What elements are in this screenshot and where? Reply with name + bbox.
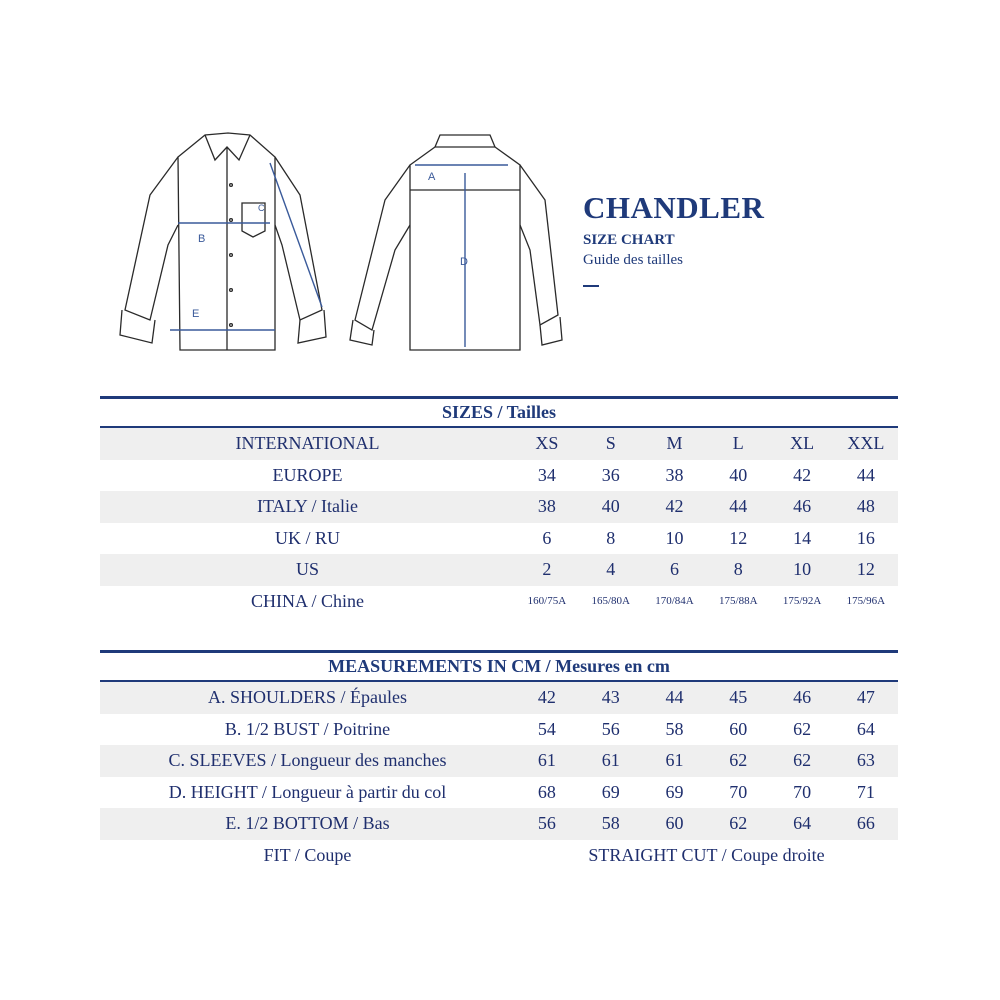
measure-label-b: B <box>198 233 206 245</box>
table-cell: 70 <box>729 781 748 802</box>
table-row <box>100 554 898 586</box>
fit-label: FIT / Coupe <box>263 844 352 865</box>
table-cell: XXL <box>847 433 885 454</box>
table-cell: 62 <box>729 813 748 834</box>
size-chart-heading-fr: Guide des tailles <box>583 252 683 268</box>
table-cell: 71 <box>856 781 875 802</box>
table-cell: 61 <box>537 750 556 771</box>
table-cell: S <box>605 433 616 454</box>
table-cell: 48 <box>856 496 875 517</box>
table-cell: 44 <box>665 687 684 708</box>
table-cell: 58 <box>601 813 620 834</box>
measure-label-e: E <box>192 308 200 320</box>
row-label: A. SHOULDERS / Épaules <box>208 687 407 708</box>
table-cell: 46 <box>793 687 812 708</box>
row-label: C. SLEEVES / Longueur des manches <box>168 750 447 771</box>
table-cell: 46 <box>793 496 812 517</box>
table-cell: 14 <box>793 527 812 548</box>
row-label: ITALY / Italie <box>256 496 359 517</box>
table-cell: 175/92A <box>782 595 822 608</box>
table-cell: XL <box>790 433 815 454</box>
table-cell: 69 <box>665 781 684 802</box>
table-row <box>100 523 898 555</box>
table-cell: 6 <box>542 527 552 548</box>
table-cell: 64 <box>856 718 875 739</box>
measurements-table <box>100 650 898 871</box>
table-row <box>100 460 898 492</box>
row-label: EUROPE <box>272 464 343 485</box>
fit-value: STRAIGHT CUT / Coupe droite <box>588 844 825 865</box>
table-cell: 40 <box>729 464 748 485</box>
table-row <box>100 808 898 840</box>
table-cell: 8 <box>606 527 616 548</box>
table-cell: 66 <box>856 813 875 834</box>
shirt-front-measure-lines <box>170 163 322 330</box>
table-cell: 64 <box>793 813 812 834</box>
measure-label-d: D <box>460 256 468 268</box>
table-row <box>100 682 898 714</box>
table-cell: 38 <box>537 496 556 517</box>
table-cell: 62 <box>793 718 812 739</box>
table-cell: 16 <box>856 527 875 548</box>
table-cell: 44 <box>856 464 875 485</box>
table-cell: 62 <box>793 750 812 771</box>
sizes-table <box>100 396 898 617</box>
table-row <box>100 777 898 809</box>
table-row <box>100 586 898 618</box>
size-chart-heading: SIZE CHART <box>583 232 675 248</box>
row-label: US <box>295 559 319 580</box>
table-cell: 47 <box>856 687 875 708</box>
table-cell: 54 <box>537 718 556 739</box>
table-cell: 34 <box>537 464 556 485</box>
row-label: UK / RU <box>274 527 340 548</box>
table-cell: 12 <box>856 559 875 580</box>
table-cell: XS <box>535 433 559 454</box>
measurements-header: MEASUREMENTS IN CM / Mesures en cm <box>100 650 898 682</box>
table-cell: 8 <box>733 559 743 580</box>
table-cell: 40 <box>601 496 620 517</box>
fit-row <box>100 840 898 871</box>
table-cell: 4 <box>606 559 616 580</box>
table-cell: 6 <box>669 559 679 580</box>
table-cell: 165/80A <box>591 595 630 608</box>
sizes-rows <box>100 428 898 617</box>
table-cell: 61 <box>601 750 620 771</box>
table-cell: 175/96A <box>846 595 886 608</box>
shirt-front-drawing <box>120 133 326 350</box>
table-cell: L <box>732 433 744 454</box>
measure-label-a: A <box>428 171 436 183</box>
table-cell: 43 <box>601 687 620 708</box>
table-cell: 69 <box>601 781 620 802</box>
table-cell: 38 <box>665 464 684 485</box>
table-cell: 44 <box>729 496 748 517</box>
table-cell: 56 <box>537 813 556 834</box>
brand-block <box>583 190 764 287</box>
table-row <box>100 714 898 746</box>
table-cell: 60 <box>729 718 748 739</box>
table-cell: 2 <box>542 559 552 580</box>
product-title: CHANDLER <box>583 190 765 225</box>
row-label: CHINA / Chine <box>250 590 364 611</box>
shirt-diagram <box>110 125 580 365</box>
table-cell: 58 <box>665 718 684 739</box>
sizes-header: SIZES / Tailles <box>100 396 898 428</box>
table-cell: 170/84A <box>655 595 694 608</box>
table-cell: 56 <box>601 718 620 739</box>
measure-label-c: C <box>258 203 265 213</box>
table-cell: 61 <box>665 750 684 771</box>
table-cell: 42 <box>537 687 556 708</box>
table-cell: 36 <box>601 464 620 485</box>
table-row <box>100 745 898 777</box>
measurement-rows <box>100 682 898 840</box>
table-cell: 70 <box>793 781 812 802</box>
table-cell: 42 <box>665 496 684 517</box>
title-divider <box>583 285 599 287</box>
table-cell: 68 <box>537 781 556 802</box>
table-cell: 10 <box>665 527 684 548</box>
table-cell: 12 <box>729 527 748 548</box>
shirt-back-drawing <box>350 135 562 350</box>
row-label: D. HEIGHT / Longueur à partir du col <box>168 781 447 802</box>
table-cell: 160/75A <box>527 595 567 608</box>
table-cell: 10 <box>793 559 812 580</box>
table-row <box>100 491 898 523</box>
table-row <box>100 428 898 460</box>
table-cell: 45 <box>729 687 748 708</box>
row-label: B. 1/2 BUST / Poitrine <box>224 718 391 739</box>
table-cell: M <box>666 433 683 454</box>
row-label: INTERNATIONAL <box>235 433 380 454</box>
table-cell: 63 <box>856 750 875 771</box>
table-cell: 60 <box>665 813 684 834</box>
table-cell: 42 <box>793 464 812 485</box>
table-cell: 62 <box>729 750 748 771</box>
row-label: E. 1/2 BOTTOM / Bas <box>225 813 390 834</box>
table-cell: 175/88A <box>719 595 758 608</box>
